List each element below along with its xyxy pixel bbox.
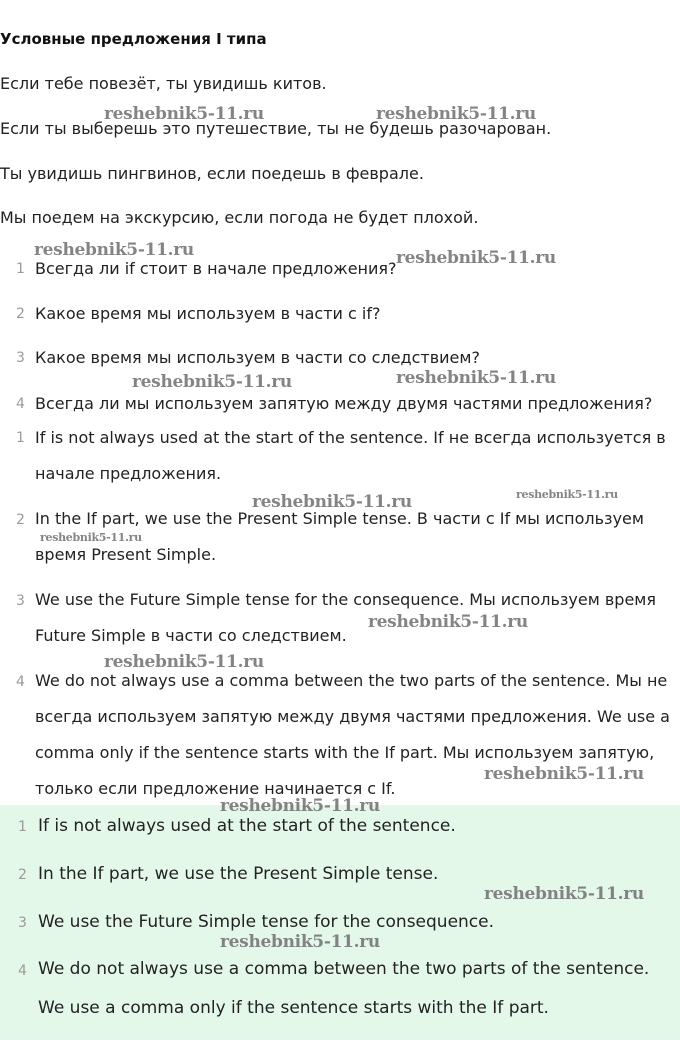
watermark: reshebnik5-11.ru — [252, 492, 412, 512]
answer-text: If is not always used at the start of the sentence. If не всегда используется в начале предложения. — [35, 428, 666, 483]
question-text: Какое время мы используем в части со следствием? — [35, 348, 480, 367]
example-sentence: Если тебе повезёт, ты увидишь китов. — [0, 74, 327, 93]
answer-number: 1 — [16, 430, 25, 446]
watermark: reshebnik5-11.ru — [516, 488, 618, 501]
answer-text: If is not always used at the start of the sentence. — [38, 816, 456, 836]
question-number: 3 — [16, 350, 25, 366]
answer-number: 4 — [18, 963, 27, 979]
answer-number: 4 — [16, 674, 25, 690]
question-number: 2 — [16, 306, 25, 322]
answer-text: In the If part, we use the Present Simple tense. — [38, 864, 439, 884]
example-sentence: Мы поедем на экскурсию, если погода не будет плохой. — [0, 208, 479, 227]
watermark: reshebnik5-11.ru — [368, 612, 528, 632]
watermark: reshebnik5-11.ru — [40, 531, 142, 544]
watermark: reshebnik5-11.ru — [396, 368, 556, 388]
question-number: 4 — [16, 396, 25, 412]
question-number: 1 — [16, 261, 25, 277]
example-sentence: Ты увидишь пингвинов, если поедешь в феврале. — [0, 164, 424, 183]
answer-number: 2 — [16, 512, 25, 528]
watermark: reshebnik5-11.ru — [34, 240, 194, 260]
watermark: reshebnik5-11.ru — [484, 764, 644, 784]
answer-number: 3 — [16, 593, 25, 609]
watermark: reshebnik5-11.ru — [220, 932, 380, 952]
question-text: Всегда ли мы используем запятую между двумя частями предложения? — [35, 394, 653, 413]
watermark: reshebnik5-11.ru — [484, 884, 644, 904]
watermark: reshebnik5-11.ru — [396, 248, 556, 268]
watermark: reshebnik5-11.ru — [104, 104, 264, 124]
answer-number: 1 — [18, 819, 27, 835]
answer-highlight-box — [0, 805, 680, 1040]
watermark: reshebnik5-11.ru — [104, 652, 264, 672]
answer-number: 2 — [18, 867, 27, 883]
page-heading: Условные предложения I типа — [0, 30, 267, 48]
question-text: Какое время мы используем в части с if? — [35, 304, 381, 323]
answer-text: We do not always use a comma between the two parts of the sentence. We use a comma only if the sentence starts with the If part. — [38, 959, 650, 1018]
watermark: reshebnik5-11.ru — [376, 104, 536, 124]
answer-text: We use the Future Simple tense for the consequence. Мы используем время Future Simple в части со следствием. — [35, 590, 656, 645]
answer-text: We use the Future Simple tense for the consequence. — [38, 912, 495, 932]
answer-text: In the If part, we use the Present Simple tense. В части с If мы используем время Present Simple. — [35, 509, 644, 564]
answer-text: We do not always use a comma between the two parts of the sentence. Мы не всегда используем запятую между двумя частями предложения. We use a comma only if the sentence starts with the If part. Мы используем запятую, только если предложение начинается с If. — [35, 671, 670, 798]
watermark: reshebnik5-11.ru — [132, 372, 292, 392]
example-sentence: Если ты выберешь это путешествие, ты не будешь разочарован. — [0, 119, 552, 138]
watermark: reshebnik5-11.ru — [220, 796, 380, 816]
question-text: Всегда ли if стоит в начале предложения? — [35, 259, 397, 278]
answer-number: 3 — [18, 915, 27, 931]
